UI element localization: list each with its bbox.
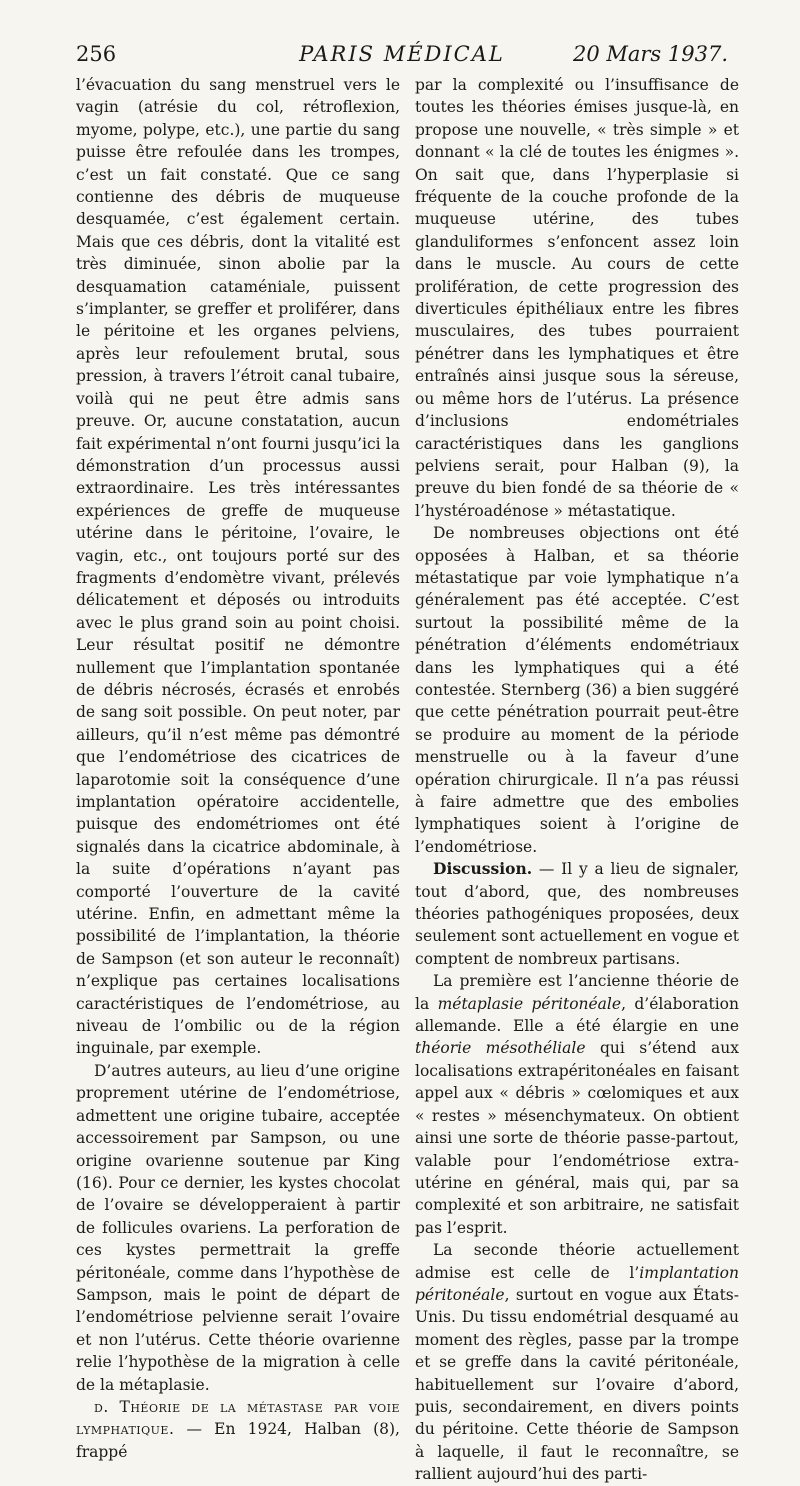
paragraph (415, 970, 739, 1239)
text-run: qui s’étend aux localisations extrapéritonéales en faisant appel aux « débris » cœlomiques et aux « restes » mésenchymateux. On obtient ainsi une sorte de théorie passe-partout, valable pour l’endométriose extra-utérine en général, mais qui, par sa complexité et son arbitraire, ne satisfait pas l’esprit. (415, 1039, 739, 1237)
text-run: La première est l’ancienne théorie de la (415, 972, 739, 1013)
paragraph-text: — En 1924, Halban (8), frappé (76, 1420, 400, 1461)
text-run: La seconde théorie actuellement admise est celle de l’ (415, 1241, 739, 1282)
paragraph (76, 1396, 400, 1463)
paragraph: l’évacuation du sang menstruel vers le vagin (atrésie du col, rétroflexion, myome, polype, etc.), une partie du sang puisse être refoulée dans les trompes, c’est un fait constaté. Que ce sang contienne des débris de muqueuse desquamée, c’est également certain. Mais que ces débris, dont la vitalité est très diminuée, sinon abolie par la desquamation cataméniale, puissent s’implanter, se greffer et proliférer, dans le péritoine et les organes pelviens, après leur refoulement brutal, sous pression, à travers l’étroit canal tubaire, voilà qui ne peut être admis sans preuve. Or, aucune constatation, aucun fait expérimental n’ont fourni jusqu’ici la démonstration d’un processus aussi extraordinaire. Les très intéressantes expériences de greffe de muqueuse utérine dans le péritoine, l’ovaire, le vagin, etc., ont toujours porté sur des fragments d’endomètre vivant, prélevés délicatement et déposés ou introduits avec le plus grand soin au point choisi. Leur résultat positif ne démontre nullement que l’implantation spontanée de débris nécrosés, écrasés et enrobés de sang soit possible. On peut noter, par ailleurs, qu’il n’est même pas démontré que l’endométriose des cicatrices de laparotomie soit la conséquence d’une implantation opératoire accidentelle, puisque des endométriomes ont été signalés dans la cicatrice abdominale, à la suite d’opérations n’ayant pas comporté l’ouverture de la cavité utérine. Enfin, en admettant même la possibilité de l’implantation, la théorie de Sampson (et son auteur le reconnaît) n’explique pas certaines localisations caractéristiques de l’endométriose, au niveau de l’ombilic ou de la région inguinale, par exemple. (76, 76, 400, 1058)
running-header (76, 42, 728, 72)
paragraph (415, 1239, 739, 1485)
paragraph-text: — Il y a lieu de signaler, tout d’abord, que, des nombreuses théories pathogéniques proposées, deux seulement sont actuellement en vogue et comptent de nombreux partisans. (415, 860, 739, 968)
paragraph: De nombreuses objections ont été opposées à Halban, et sa théorie métastatique par voie lymphatique n’a généralement pas été acceptée. C’est surtout la possibilité même de la pénétration d’éléments endométriaux dans les lymphatiques qui a été contestée. Sternberg (36) a bien suggéré que cette pénétration pourrait peut-être se produire au moment de la période menstruelle ou à la faveur d’une opération chirurgicale. Il n’a pas réussi à faire admettre que des embolies lymphatiques soient à l’origine de l’endométriose. (415, 524, 739, 856)
right-column (415, 74, 739, 1486)
left-column (76, 74, 400, 1463)
section-heading: d. Théorie de la métastase par voie lymphatique. (76, 1397, 400, 1439)
page-number: 256 (76, 42, 117, 66)
italic-term: théorie mésothéliale (415, 1039, 586, 1058)
paragraph: par la complexité ou l’insuffisance de toutes les théories émises jusque-là, en propose une nouvelle, « très simple » et donnant « la clé de toutes les énigmes ». On sait que, dans l’hyperplasie si fréquente de la couche profonde de la muqueuse utérine, des tubes glanduliformes s’enfoncent assez loin dans le muscle. Au cours de cette prolifération, de cette progression des diverticules épithéliaux entre les fibres musculaires, des tubes pourraient pénétrer dans les lymphatiques et être entraînés ainsi jusque sous la séreuse, ou même hors de l’utérus. La présence d’inclusions endométriales caractéristiques dans les ganglions pelviens serait, pour Halban (9), la preuve du bien fondé de sa théorie de « l’hystéroadénose » métastatique. (415, 76, 739, 520)
italic-term: implantation péritonéale (415, 1263, 739, 1304)
section-heading: Discussion. (433, 859, 533, 879)
text-run: , surtout en vogue aux États-Unis. Du tissu endométrial desquamé au moment des règles, passe par la trompe et se greffe dans la cavité péritonéale, habituellement sur l’ovaire d’abord, puis, secondairement, en divers points du péritoine. Cette théorie de Sampson à laquelle, il faut le reconnaître, se rallient aujourd’hui des parti- (415, 1285, 739, 1484)
italic-term: métaplasie péritonéale (437, 994, 622, 1013)
paragraph (415, 858, 739, 970)
issue-date: 20 Mars 1937. (572, 42, 728, 66)
text-run: , d’élaboration allemande. Elle a été élargie en une (415, 994, 739, 1036)
journal-title: PARIS MÉDICAL (299, 42, 505, 66)
paragraph: D’autres auteurs, au lieu d’une origine proprement utérine de l’endométriose, admettent une origine tubaire, acceptée accessoirement par Sampson, ou une origine ovarienne soutenue par King (16). Pour ce dernier, les kystes chocolat de l’ovaire se développeraient à partir de follicules ovariens. La perforation de ces kystes permettrait la greffe péritonéale, comme dans l’hypothèse de Sampson, mais le point de départ de l’endométriose pelvienne serait l’ovaire et non l’utérus. Cette théorie ovarienne relie l’hypothèse de la migration à celle de la métaplasie. (76, 1061, 400, 1394)
